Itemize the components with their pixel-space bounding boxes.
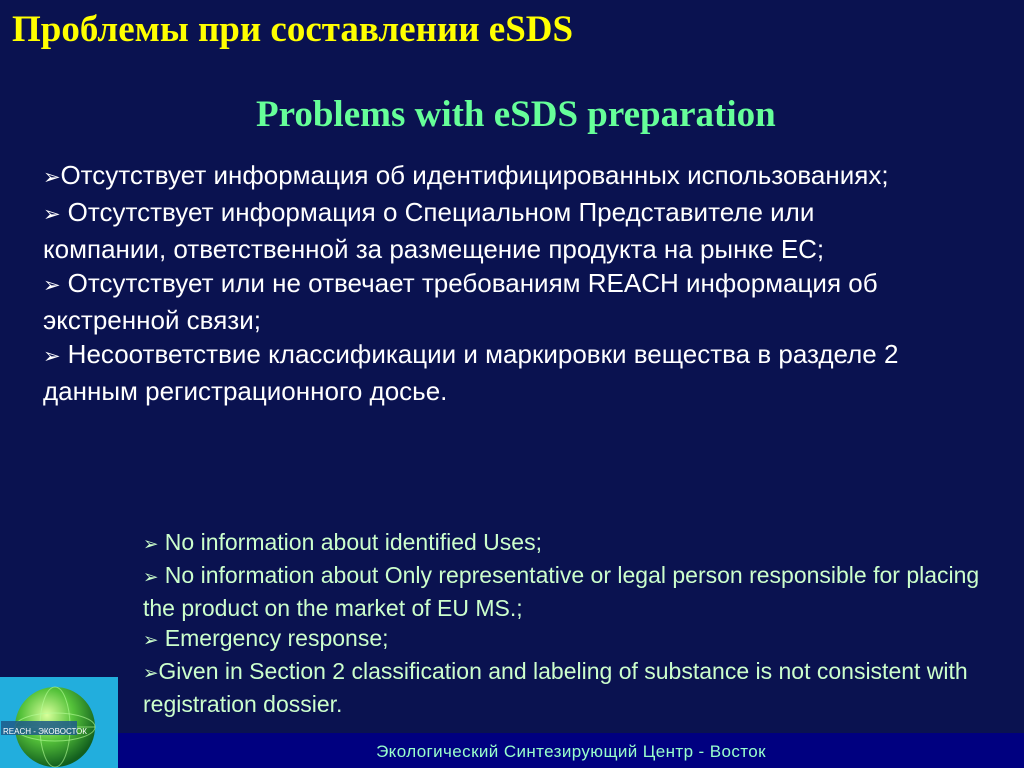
en-item-text: No information about identified Uses; [158,529,542,555]
en-item-text: No information about Only representative or legal person responsible for placing the product on the market of EU MS.; [143,561,980,621]
ru-item-text: Отсутствует информация об идентифицированных использованиях; [60,160,889,190]
en-list-item [143,656,1003,720]
slide-title-en: Problems with eSDS preparation [256,94,776,135]
en-item-text: Given in Section 2 classification and labeling of substance is not consistent with registration dossier. [143,658,968,717]
en-list-item [143,527,1003,560]
arrow-bullet-icon: ➢ [143,662,159,684]
ru-bullet-list [43,158,943,408]
arrow-bullet-icon: ➢ [43,203,61,226]
arrow-bullet-icon: ➢ [143,629,159,651]
ru-list-item [43,266,943,337]
ru-item-text: Отсутствует информация о Специальном Представителе или компании, ответственной за размещение продукта на рынке ЕС; [43,197,825,264]
en-bullet-list [143,527,1003,720]
ru-list-item [43,337,943,408]
en-list-item [143,623,1003,656]
reach-logo [0,677,118,768]
arrow-bullet-icon: ➢ [43,166,61,189]
ru-list-item [43,195,943,266]
arrow-bullet-icon: ➢ [143,533,159,554]
en-item-text: Emergency response; [158,625,389,652]
ru-item-text: Отсутствует или не отвечает требованиям REACH информация об экстренной связи; [43,268,878,335]
globe-icon [0,677,118,768]
arrow-bullet-icon: ➢ [43,274,61,297]
footer-bar [118,733,1024,768]
en-list-item [143,560,1003,624]
logo-label: REACH - ЭКОВОСТОК [3,727,87,736]
slide-title-ru: Проблемы при составлении eSDS [12,9,574,50]
footer-text: Экологический Синтезирующий Центр - Восток [376,742,766,761]
ru-list-item [43,158,943,195]
arrow-bullet-icon: ➢ [143,565,159,587]
arrow-bullet-icon: ➢ [43,345,61,368]
ru-item-text: Несоответствие классификации и маркировки вещества в разделе 2 данным регистрационного досье. [43,339,899,406]
